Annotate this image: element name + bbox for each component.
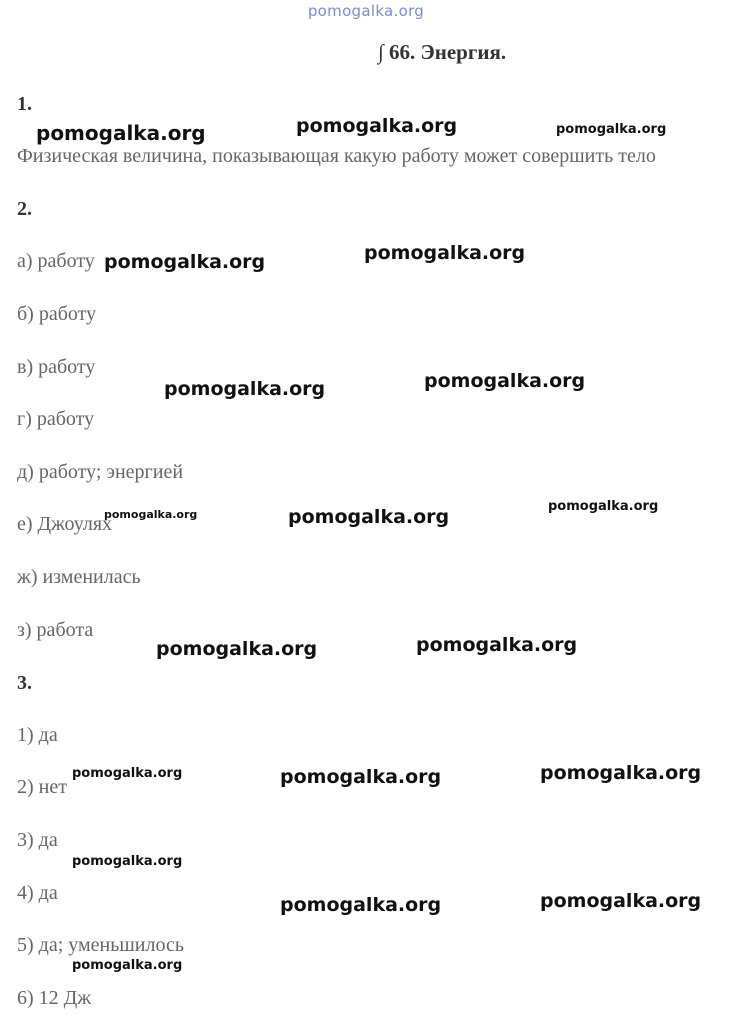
watermark: pomogalka.org — [364, 242, 526, 264]
watermark: pomogalka.org — [556, 122, 667, 137]
watermark: pomogalka.org — [296, 115, 458, 137]
section-3-item-1: 1) да — [17, 724, 58, 746]
section-2-item-a: а) работу — [17, 250, 95, 272]
watermark: pomogalka.org — [416, 634, 578, 656]
watermark: pomogalka.org — [540, 890, 702, 912]
section-2-number: 2. — [17, 198, 32, 220]
watermark: pomogalka.org — [288, 506, 450, 528]
section-3-item-5: 5) да; уменьшилось — [17, 934, 184, 956]
section-3-item-2: 2) нет — [17, 776, 67, 798]
watermark: pomogalka.org — [104, 508, 198, 521]
watermark: pomogalka.org — [156, 638, 318, 660]
watermark: pomogalka.org — [36, 121, 206, 145]
page-title: ∫ 66. Энергия. — [378, 40, 507, 64]
section-1-text: Физическая величина, показывающая какую работу может совершить тело — [17, 145, 656, 167]
watermark: pomogalka.org — [280, 894, 442, 916]
section-2-item-g: ж) изменилась — [17, 566, 141, 588]
section-2-item-c: в) работу — [17, 356, 96, 378]
section-2-item-f: е) Джоулях — [17, 513, 113, 535]
site-watermark-top: pomogalka.org — [307, 2, 425, 20]
watermark: pomogalka.org — [280, 766, 442, 788]
watermark: pomogalka.org — [72, 958, 183, 973]
section-3-item-4: 4) да — [17, 882, 58, 904]
watermark: pomogalka.org — [548, 499, 659, 514]
section-3-number: 3. — [17, 672, 32, 694]
watermark: pomogalka.org — [164, 378, 326, 400]
watermark: pomogalka.org — [540, 762, 702, 784]
section-1-number: 1. — [17, 93, 32, 115]
section-2-item-h: з) работа — [17, 619, 94, 641]
watermark: pomogalka.org — [72, 766, 183, 781]
section-2-item-d: г) работу — [17, 408, 95, 430]
section-3-item-3: 3) да — [17, 829, 58, 851]
section-2-item-e: д) работу; энергией — [17, 461, 184, 483]
section-2-item-b: б) работу — [17, 303, 97, 325]
section-3-item-6: 6) 12 Дж — [17, 987, 92, 1009]
watermark: pomogalka.org — [104, 251, 266, 273]
watermark: pomogalka.org — [72, 854, 183, 869]
watermark: pomogalka.org — [424, 370, 586, 392]
